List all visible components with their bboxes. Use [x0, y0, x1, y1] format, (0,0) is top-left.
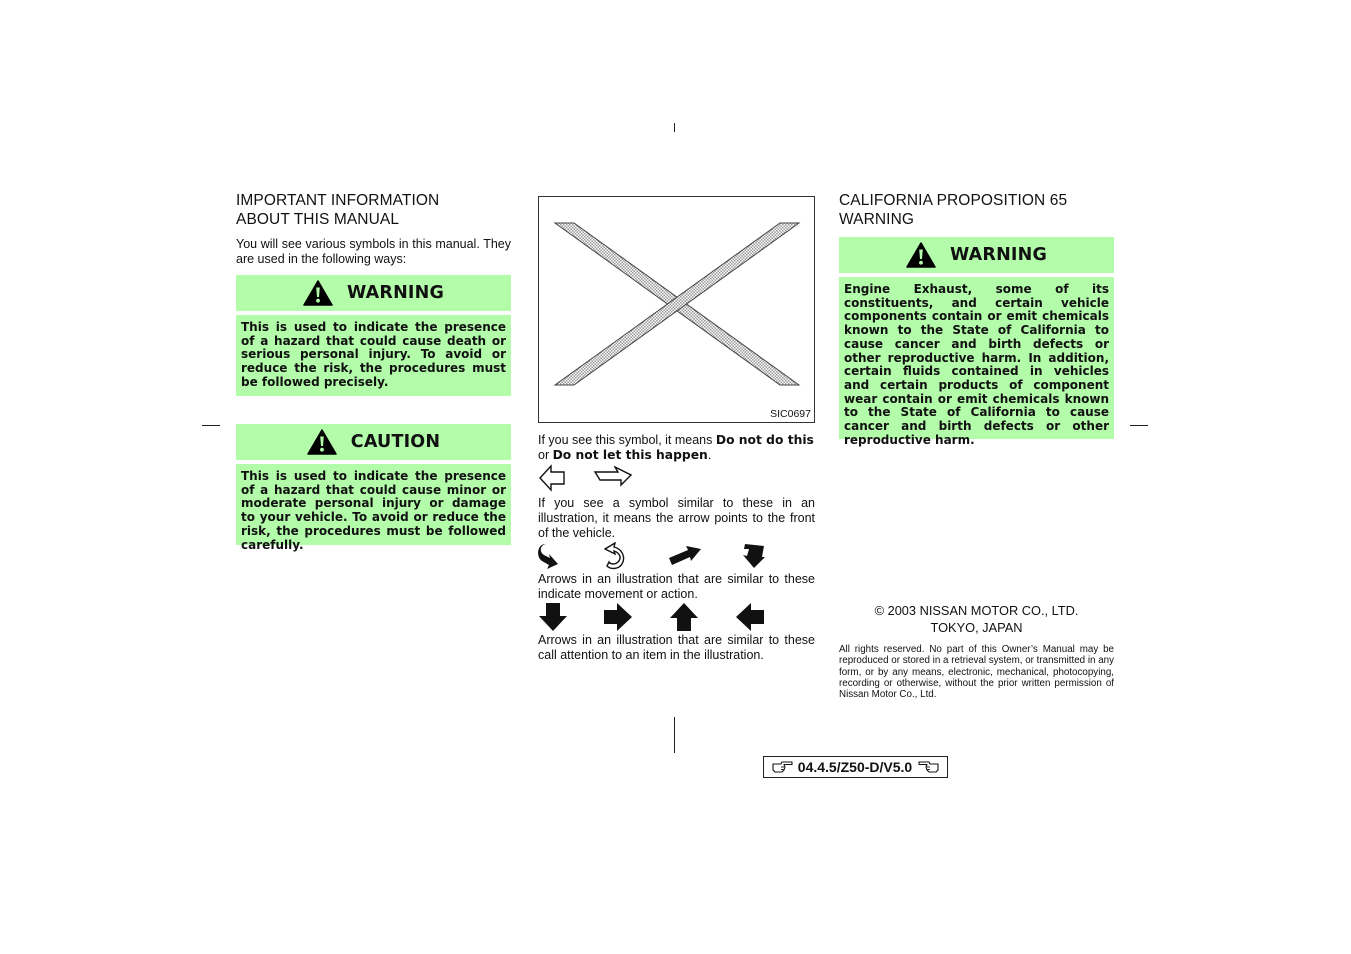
- version-tag: [763, 756, 948, 778]
- section-heading-important-info: [236, 191, 511, 229]
- warning-triangle-icon: [303, 280, 333, 306]
- attention-arrow-left-icon: [735, 602, 765, 632]
- copyright-location: TOKYO, JAPAN: [930, 619, 1023, 635]
- warning-note: This is used to indicate the presence of a hazard that could cause death or serious personal injury. To avoid or reduce the risk, the procedures must be followed precisely.: [236, 315, 511, 396]
- symbol-text-start: If you see this symbol, it means: [538, 433, 716, 447]
- front-arrow-left-icon: [538, 464, 566, 492]
- heading-line-2: ABOUT THIS MANUAL: [236, 211, 400, 228]
- caution-note: This is used to indicate the presence of a hazard that could cause minor or moderate personal injury or damage to your vehicle. To avoid or reduce the risk, the procedures must be followed carefully.: [236, 464, 511, 545]
- warning-triangle-icon: [307, 429, 337, 455]
- symbol-text-end: .: [707, 448, 712, 462]
- crop-mark-left: [202, 425, 220, 426]
- prop65-warning-note: Engine Exhaust, some of its constituents, and certain vehicle components contain or emit chemicals known to the State of California to cause cancer and birth defects or other reproductive harm. In addition, certain fluids contained in vehicles and certain products of component wear contain or emit chemicals known to the State of California to cause cancer and birth defects or other reproductive harm.: [839, 277, 1114, 439]
- prohibition-x-symbol: [539, 197, 814, 422]
- copyright-block: [839, 603, 1114, 636]
- hand-pointing-right-icon: [772, 760, 794, 774]
- heading-line-2: WARNING: [839, 211, 915, 228]
- copyright-line: © 2003 NISSAN MOTOR CO., LTD.: [874, 603, 1079, 618]
- heading-line-1: IMPORTANT INFORMATION: [236, 192, 440, 209]
- prohibition-figure: [538, 196, 815, 423]
- front-arrow-paragraph: If you see a symbol similar to these in an illustration, it means the arrow points to the front of the vehicle.: [538, 496, 815, 540]
- version-text: 04.4.5/Z50-D/V5.0: [797, 759, 913, 775]
- crop-mark-right: [1130, 425, 1148, 426]
- section-heading-prop65: [839, 191, 1114, 229]
- symbol-bold-1: Do not do this: [715, 433, 814, 447]
- attention-arrow-up-icon: [669, 602, 699, 632]
- warning-label: WARNING: [949, 245, 1048, 265]
- hand-pointing-left-icon: [917, 760, 939, 774]
- crop-mark-top: [674, 123, 675, 132]
- symbol-meaning-paragraph: [538, 433, 815, 463]
- front-arrow-perspective-icon: [593, 466, 633, 490]
- movement-arrow-diagonal-icon: [668, 545, 702, 567]
- prop65-warning-banner: [839, 237, 1114, 273]
- caution-banner: [236, 424, 511, 460]
- symbol-bold-2: Do not let this happen: [552, 448, 708, 462]
- attention-arrow-right-icon: [603, 602, 633, 632]
- crop-mark-bottom: [674, 717, 675, 753]
- warning-triangle-icon: [906, 242, 936, 268]
- figure-code: SIC0697: [770, 408, 811, 420]
- intro-paragraph: You will see various symbols in this manual. They are used in the following ways:: [236, 237, 511, 266]
- heading-line-1: CALIFORNIA PROPOSITION 65: [839, 192, 1068, 209]
- attention-arrow-down-icon: [538, 602, 568, 632]
- movement-arrow-turn-icon: [742, 543, 766, 569]
- caution-label: CAUTION: [350, 432, 441, 452]
- curved-arrow-up-icon: [604, 542, 626, 570]
- attention-paragraph: Arrows in an illustration that are similar to these call attention to an item in the illustration.: [538, 633, 815, 662]
- movement-paragraph: Arrows in an illustration that are similar to these indicate movement or action.: [538, 572, 815, 601]
- warning-label: WARNING: [346, 283, 445, 303]
- warning-banner: [236, 275, 511, 311]
- curved-arrow-down-icon: [538, 542, 560, 570]
- symbol-text-or: or: [538, 448, 553, 462]
- rights-notice: All rights reserved. No part of this Owner’s Manual may be reproduced or stored in a retrieval system, or transmitted in any form, or by any means, electronic, mechanical, photocopying, recording or otherwise, without the prior written permission of Nissan Motor Co., Ltd.: [839, 644, 1114, 701]
